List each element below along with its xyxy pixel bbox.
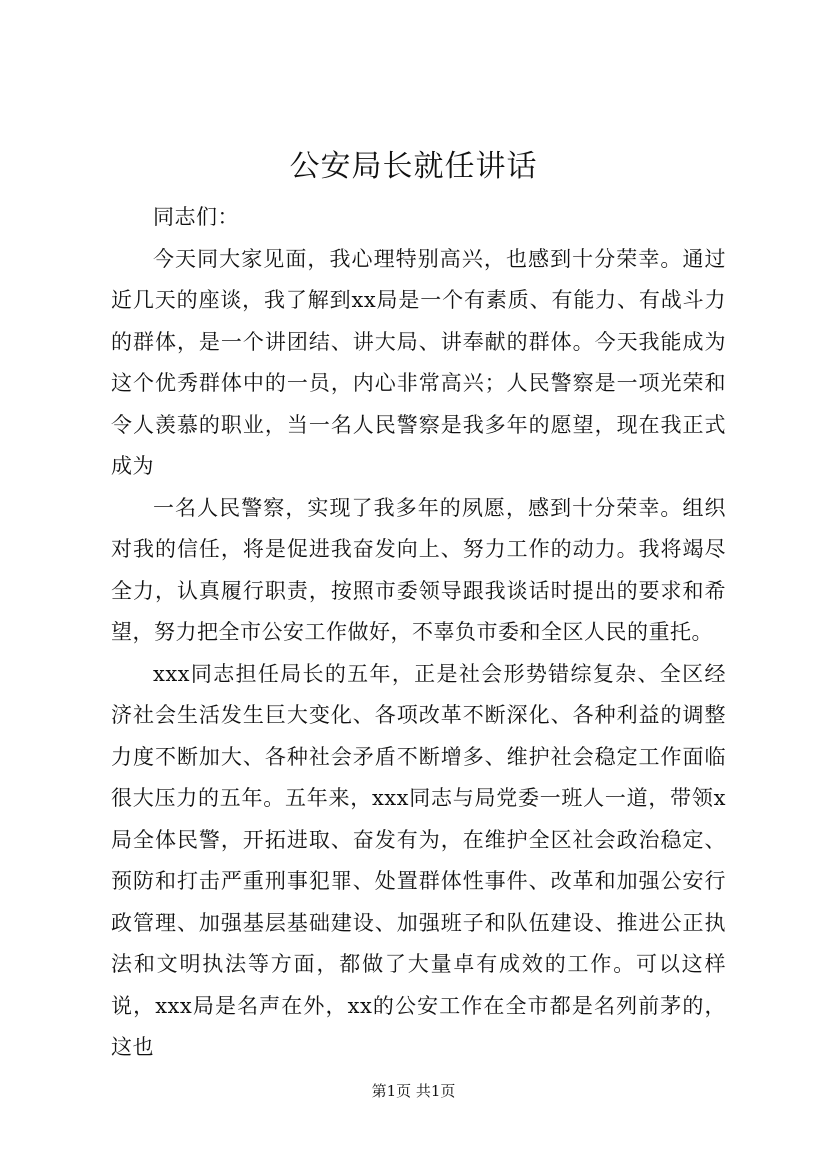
paragraph-3: xxx同志担任局长的五年，正是社会形势错综复杂、全区经济社会生活发生巨大变化、各项改革不断深化、各种利益的调整力度不断加大、各种社会矛盾不断增多、维护社会稳定工作面临很大压力的五年。五年来，xxx同志与局党委一班人一道，带领x局全体民警，开拓进取、奋发有为，在维护全区社会政治稳定、预防和打击严重刑事犯罪、处置群体性事件、改革和加强公安行政管理、加强基层基础建设、加强班子和队伍建设、推进公正执法和文明执法等方面，都做了大量卓有成效的工作。可以这样说，xxx局是名声在外，xx的公安工作在全市都是名列前茅的，这也 <box>111 661 726 1059</box>
paragraph-2: 一名人民警察，实现了我多年的夙愿，感到十分荣幸。组织对我的信任，将是促进我奋发向上、努力工作的动力。我将竭尽全力，认真履行职责，按照市委领导跟我谈话时提出的要求和希望，努力把全市公安工作做好，不辜负市委和全区人民的重托。 <box>111 495 726 644</box>
document-body <box>111 197 726 1069</box>
salutation: 同志们： <box>153 205 239 229</box>
paragraph-1: 今天同大家见面，我心理特别高兴，也感到十分荣幸。通过近几天的座谈，我了解到xx局是一个有素质、有能力、有战斗力的群体，是一个讲团结、讲大局、讲奉献的群体。今天我能成为这个优秀群体中的一员，内心非常高兴；人民警察是一项光荣和令人羡慕的职业，当一名人民警察是我多年的愿望，现在我正式成为 <box>111 246 726 478</box>
document-title: 公安局长就任讲话 <box>289 149 538 184</box>
page-footer: 第1页 共1页 <box>371 1082 456 1100</box>
